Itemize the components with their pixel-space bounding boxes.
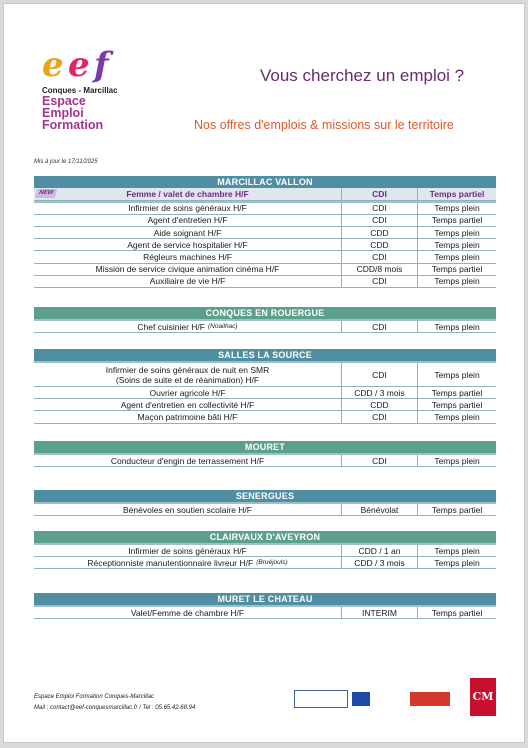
footer-mail: Mail : contact@eef-conquesmarcillac.fr / Tel : 05.65.42.68.94 [34,705,196,711]
job-cell [34,363,342,386]
section-title: SALLES LA SOURCE [34,349,496,361]
section-title: MARCILLAC VALLON [34,176,496,188]
contract-cell: CDI [342,276,418,287]
job-title: Chef cuisinier H/F [137,321,205,332]
footer-org: Espace Emploi Formation Conques-Marcillac [34,694,155,700]
contract-cell: CDD / 3 mois [342,387,418,398]
contract-cell: CDD / 1 an [342,545,418,556]
table-header-row [34,188,496,201]
table-row [34,607,496,619]
job-cell: Ouvrier agricole H/F [34,387,342,398]
contract-cell: CDI [342,203,418,214]
time-cell: Temps plein [434,276,480,287]
time-cell: Temps partiel [431,215,483,226]
job-title: Réceptionniste manutentionnaire livreur H/F [87,557,254,568]
eu-cofunded-logo [372,694,406,712]
table-row [34,251,496,263]
eef-logo [42,44,152,131]
job-cell: Maçon patrimoine bâti H/F [34,411,342,422]
table-row [34,411,496,423]
region-eu-logo [294,690,348,708]
footer-contact [34,692,195,714]
contract-cell: CDI [342,251,418,262]
contract-cell: INTERIM [342,607,418,618]
time-cell: Temps plein [434,321,480,332]
time-cell: Temps plein [434,545,480,556]
table-row [34,239,496,251]
occitanie-logo [410,692,450,706]
job-cell: Agent de service hospitalier H/F [34,239,342,250]
table-row [34,387,496,399]
job-cell [34,321,342,332]
time-cell: Temps plein [434,369,480,380]
contract-cell: CDD [342,227,418,238]
job-cell: Infirmier de soins généraux H/F [34,545,342,556]
job-location-note: (Bruéjouls) [256,559,288,567]
conques-marcillac-logo: CM [470,678,496,716]
section-conques-en-rouergue [34,307,496,333]
section-title: CLAIRVAUX D'AVEYRON [34,531,496,543]
header-time: Temps partiel [429,188,485,199]
logo-letters [42,44,152,86]
section-title: MOURET [34,441,496,453]
section-senergues [34,490,496,516]
time-cell: Temps partiel [431,607,483,618]
contract-cell: CDI [342,455,418,466]
job-location-note: (Noailhac) [207,323,238,331]
job-cell: Valet/Femme de chambre H/F [34,607,342,618]
section-mouret [34,441,496,467]
job-cell: Agent d'entretien en collectivité H/F [34,399,342,410]
table-row [34,215,496,227]
section-title: SENERGUES [34,490,496,502]
page-subtitle: Nos offres d'emplois & missions sur le territoire [194,118,454,132]
table-row [34,321,496,333]
time-cell: Temps plein [434,455,480,466]
time-cell: Temps plein [434,411,480,422]
section-clairvaux-d-aveyron [34,531,496,569]
section-title: CONQUES EN ROUERGUE [34,307,496,319]
table-row [34,504,496,516]
time-cell: Temps plein [434,203,480,214]
table-row [34,203,496,215]
new-badge: NEW [35,189,57,198]
logo-town: Conques - Marcillac [42,86,118,95]
logo-line-1: Espace [42,94,86,108]
time-cell: Temps plein [434,557,480,568]
page-title: Vous cherchez un emploi ? [260,66,465,85]
time-cell: Temps partiel [431,399,483,410]
time-cell: Temps plein [434,239,480,250]
contract-cell: Bénévolat [342,504,418,515]
time-cell: Temps partiel [431,387,483,398]
header-contract: CDI [342,188,418,200]
job-cell: Conducteur d'engin de terrassement H/F [34,455,342,466]
eu-flag-icon [352,692,370,706]
job-title-line-2: (Soins de suite et de réanimation) H/F [115,374,260,385]
contract-cell: CDD [342,239,418,250]
logo-line-3: Formation [42,118,104,132]
job-cell: Agent d'entretien H/F [34,215,342,226]
job-cell: Régleurs machines H/F [34,251,342,262]
section-salles-la-source [34,349,496,424]
contract-cell: CDI [342,411,418,422]
job-cell: Mission de service civique animation cinéma H/F [34,264,342,275]
time-cell: Temps plein [434,227,480,238]
time-cell: Temps plein [434,251,480,262]
flyer-page [3,3,525,743]
contract-cell: CDD [342,399,418,410]
contract-cell: CDI [342,215,418,226]
logo-letter-2: e [68,45,90,85]
table-row [34,276,496,288]
contract-cell: CDD / 3 mois [342,557,418,568]
job-cell [34,557,342,568]
contract-cell: CDI [342,321,418,332]
table-row [34,557,496,569]
table-row [34,455,496,467]
contract-cell: CDI [342,363,418,386]
time-cell: Temps partiel [431,504,483,515]
job-cell: Aide soignant H/F [34,227,342,238]
time-cell: Temps partiel [431,264,483,275]
table-row [34,264,496,276]
section-muret-le-chateau [34,593,496,619]
table-row [34,545,496,557]
table-row [34,363,496,387]
job-cell: Auxiliaire de vie H/F [34,276,342,287]
section-marcillac-vallon [34,176,496,288]
logo-letter-3: f [94,45,109,85]
table-row [34,227,496,239]
section-title: MURET LE CHATEAU [34,593,496,605]
update-date: Mis à jour le 17/11/2025 [34,159,98,165]
contract-cell: CDD/8 mois [342,264,418,275]
header-job: Femme / valet de chambre H/F [126,188,249,199]
job-cell: Infirmier de soins généraux H/F [34,203,342,214]
logo-letter-1: e [42,45,64,85]
job-cell: Bénévoles en soutien scolaire H/F [34,504,342,515]
logo-line-2: Emploi [42,106,84,120]
table-row [34,399,496,411]
job-title: Infirmier de soins généraux de nuit en SMR [105,364,270,375]
